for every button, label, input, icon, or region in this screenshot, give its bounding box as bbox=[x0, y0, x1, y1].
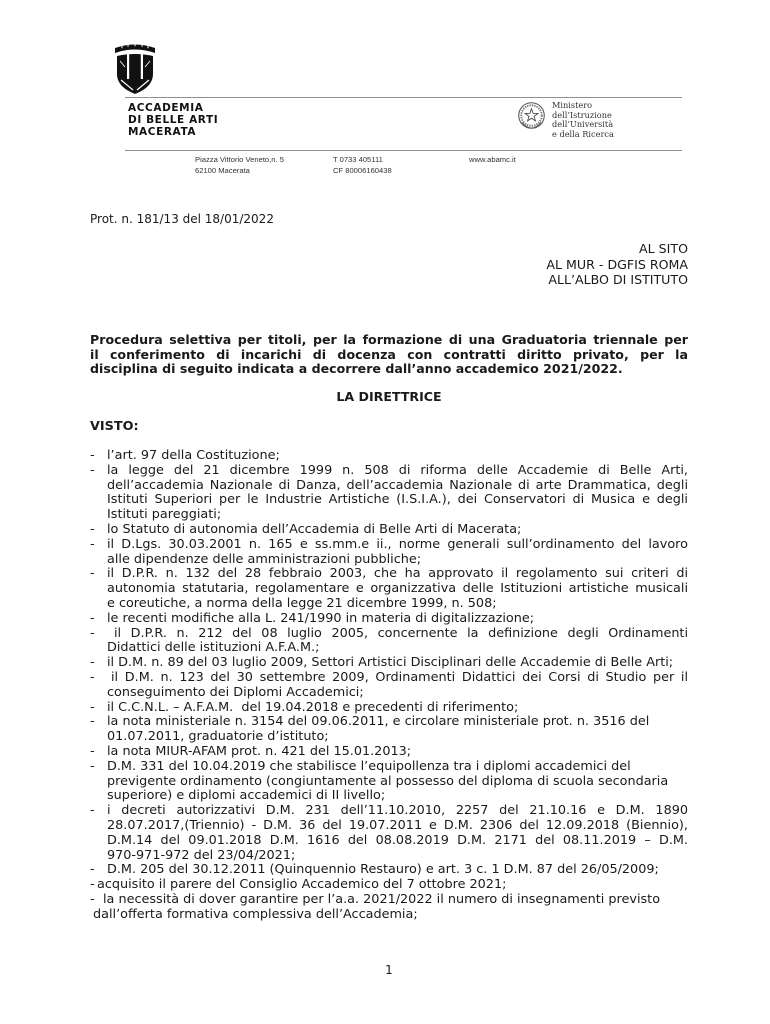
address-block bbox=[195, 154, 284, 176]
recital-line: Istituti Superiori per le Industrie Artistiche (I.S.I.A.), dei Conservatori di Musica e degli bbox=[107, 493, 688, 508]
header-top-rule bbox=[125, 97, 682, 98]
recital-line: lo Statuto di autonomia dell’Accademia di Belle Arti di Macerata; bbox=[107, 522, 522, 537]
recital-item bbox=[90, 671, 688, 701]
list-bullet: - bbox=[90, 891, 95, 907]
recital-line: le recenti modifiche alla L. 241/1990 in materia di digitalizzazione; bbox=[107, 611, 535, 626]
recital-line: autonomia statutaria, regolamentare e organizzativa delle Istituzioni artistiche musicali bbox=[107, 582, 688, 597]
recital-item bbox=[90, 567, 688, 611]
website-block bbox=[469, 154, 516, 165]
recital-item bbox=[90, 656, 688, 671]
recital-line: il D.M. n. 123 del 30 settembre 2009, Ordinamenti Didattici dei Corsi di Studio per il bbox=[111, 670, 688, 685]
recital-line: conseguimento dei Diplomi Accademici; bbox=[107, 685, 364, 700]
list-bullet: - bbox=[90, 669, 95, 685]
list-bullet: - bbox=[90, 714, 95, 730]
list-bullet: - bbox=[90, 521, 95, 537]
recital-line: acquisito il parere del Consiglio Accademico del 7 ottobre 2021; bbox=[97, 878, 507, 893]
recital-line: il D.P.R. n. 212 del 08 luglio 2005, concernente la definizione degli Ordinamenti bbox=[114, 626, 688, 641]
page-number: 1 bbox=[385, 963, 393, 977]
academy-logo bbox=[113, 41, 157, 95]
list-bullet: - bbox=[90, 462, 95, 478]
institution-line: ACCADEMIA bbox=[128, 102, 204, 114]
republic-emblem-icon bbox=[517, 101, 546, 130]
list-bullet: - bbox=[90, 566, 95, 582]
recipients-block bbox=[90, 241, 688, 288]
recital-item bbox=[90, 701, 688, 716]
recital-line: la nota ministeriale n. 3154 del 09.06.2011, e circolare ministeriale prot. n. 3516 del bbox=[107, 715, 650, 730]
recital-line: la nota MIUR-AFAM prot. n. 421 del 15.01.2013; bbox=[107, 744, 412, 759]
institution-line: MACERATA bbox=[128, 126, 197, 138]
recital-line: dall’offerta formativa complessiva dell’Accademia; bbox=[93, 907, 418, 922]
tax-code: CF 80006160438 bbox=[333, 166, 392, 175]
recital-item bbox=[90, 538, 688, 568]
ministry-line: dell’Istruzione bbox=[552, 109, 612, 120]
website: www.abamc.it bbox=[469, 155, 516, 164]
recital-line: alle dipendenze delle amministrazioni pubbliche; bbox=[107, 552, 422, 567]
recital-item bbox=[90, 893, 688, 923]
recital-line: il D.M. n. 89 del 03 luglio 2009, Settori Artistici Disciplinari delle Accademie di Belle Arti; bbox=[107, 656, 674, 671]
phone-taxcode-block bbox=[333, 154, 392, 176]
recital-line: 28.07.2017,(Triennio) - D.M. 36 del 19.07.2011 e D.M. 2306 del 12.09.2018 (Biennio), bbox=[107, 818, 688, 833]
recital-line: 01.07.2011, graduatorie d’istituto; bbox=[107, 730, 329, 745]
recital-line: e coreutiche, a norma della legge 21 dicembre 1999, n. 508; bbox=[107, 596, 497, 611]
list-bullet: - bbox=[90, 536, 95, 552]
subject-line: Procedura selettiva per titoli, per la formazione di una Graduatoria triennale per bbox=[90, 333, 688, 347]
recipient: ALL’ALBO DI ISTITUTO bbox=[548, 272, 688, 287]
recital-line: la legge del 21 dicembre 1999 n. 508 di riforma delle Accademie di Belle Arti, bbox=[107, 463, 688, 478]
list-bullet: - bbox=[90, 758, 95, 774]
list-bullet: - bbox=[90, 699, 95, 715]
list-bullet: - bbox=[90, 610, 95, 626]
recital-item bbox=[90, 449, 688, 464]
recital-item bbox=[90, 745, 688, 760]
recipient: AL SITO bbox=[639, 241, 688, 256]
protocol-number: Prot. n. 181/13 del 18/01/2022 bbox=[90, 212, 274, 226]
header-bottom-rule bbox=[125, 150, 682, 151]
recital-item bbox=[90, 523, 688, 538]
address-line: 62100 Macerata bbox=[195, 166, 250, 175]
recital-line: l’art. 97 della Costituzione; bbox=[107, 449, 280, 463]
recital-line: la necessità di dover garantire per l’a.a. 2021/2022 il numero di insegnamenti previsto bbox=[103, 892, 661, 907]
institution-name bbox=[128, 102, 218, 138]
recital-item bbox=[90, 715, 688, 745]
recital-line: il D.Lgs. 30.03.2001 n. 165 e ss.mm.e ii., norme generali sull’ordinamento del lavoro bbox=[107, 537, 688, 552]
subject-heading bbox=[90, 333, 688, 377]
recital-line: D.M.14 del 09.01.2018 D.M. 1616 del 08.08.2019 D.M. 2171 del 08.11.2019 – D.M. bbox=[107, 833, 688, 848]
recital-item bbox=[90, 863, 688, 878]
recital-item bbox=[90, 878, 688, 893]
recital-line: dell’accademia Nazionale di Danza, dell’accademia Nazionale di arte Drammatica, degli bbox=[107, 478, 688, 493]
ministry-line: Ministero bbox=[552, 100, 593, 110]
recital-line: superiore) e diplomi accademici di II livello; bbox=[107, 789, 386, 804]
list-bullet: - bbox=[90, 803, 95, 819]
recipient: AL MUR - DGFIS ROMA bbox=[546, 256, 688, 272]
ministry-name bbox=[552, 101, 614, 140]
ministry-line: e della Ricerca bbox=[552, 129, 614, 140]
ministry-line: dell’Università bbox=[552, 119, 614, 130]
list-bullet: - bbox=[90, 877, 95, 893]
list-bullet: - bbox=[90, 862, 95, 878]
address-line: Piazza Vittorio Veneto,n. 5 bbox=[195, 155, 284, 164]
phone-number: T 0733 405111 bbox=[333, 155, 383, 164]
list-bullet: - bbox=[90, 448, 95, 463]
recital-item bbox=[90, 804, 688, 863]
signatory-heading: LA DIRETTRICE bbox=[336, 389, 442, 404]
recital-line: previgente ordinamento (congiuntamente al possesso del diploma di scuola secondaria bbox=[107, 774, 669, 789]
recital-line: il C.C.N.L. – A.F.A.M. del 19.04.2018 e precedenti di riferimento; bbox=[107, 700, 519, 715]
subject-line: il conferimento di incarichi di docenza con contratti diritto privato, per la bbox=[90, 347, 688, 362]
recitals-list bbox=[90, 449, 688, 923]
recitals-heading: VISTO: bbox=[90, 419, 139, 434]
recital-item bbox=[90, 612, 688, 627]
recital-item bbox=[90, 464, 688, 523]
recital-line: Istituti pareggiati; bbox=[107, 508, 222, 523]
recital-line: 970-971-972 del 23/04/2021; bbox=[107, 848, 296, 863]
recital-line: i decreti autorizzativi D.M. 231 dell’11.10.2010, 2257 del 21.10.16 e D.M. 1890 bbox=[107, 804, 688, 819]
recital-line: D.M. 331 del 10.04.2019 che stabilisce l’equipollenza tra i diplomi accademici del bbox=[107, 759, 631, 774]
institution-line: DI BELLE ARTI bbox=[128, 114, 219, 126]
recital-line: il D.P.R. n. 132 del 28 febbraio 2003, che ha approvato il regolamento sui criteri di bbox=[107, 567, 688, 582]
recital-item bbox=[90, 627, 688, 657]
list-bullet: - bbox=[90, 655, 95, 671]
recital-line: Didattici delle istituzioni A.F.A.M.; bbox=[107, 641, 320, 656]
recital-item bbox=[90, 760, 688, 804]
list-bullet: - bbox=[90, 625, 95, 641]
recital-line: D.M. 205 del 30.12.2011 (Quinquennio Restauro) e art. 3 c. 1 D.M. 87 del 26/05/2009; bbox=[107, 863, 659, 878]
list-bullet: - bbox=[90, 743, 95, 759]
subject-line: disciplina di seguito indicata a decorrere dall’anno accademico 2021/2022. bbox=[90, 362, 623, 377]
